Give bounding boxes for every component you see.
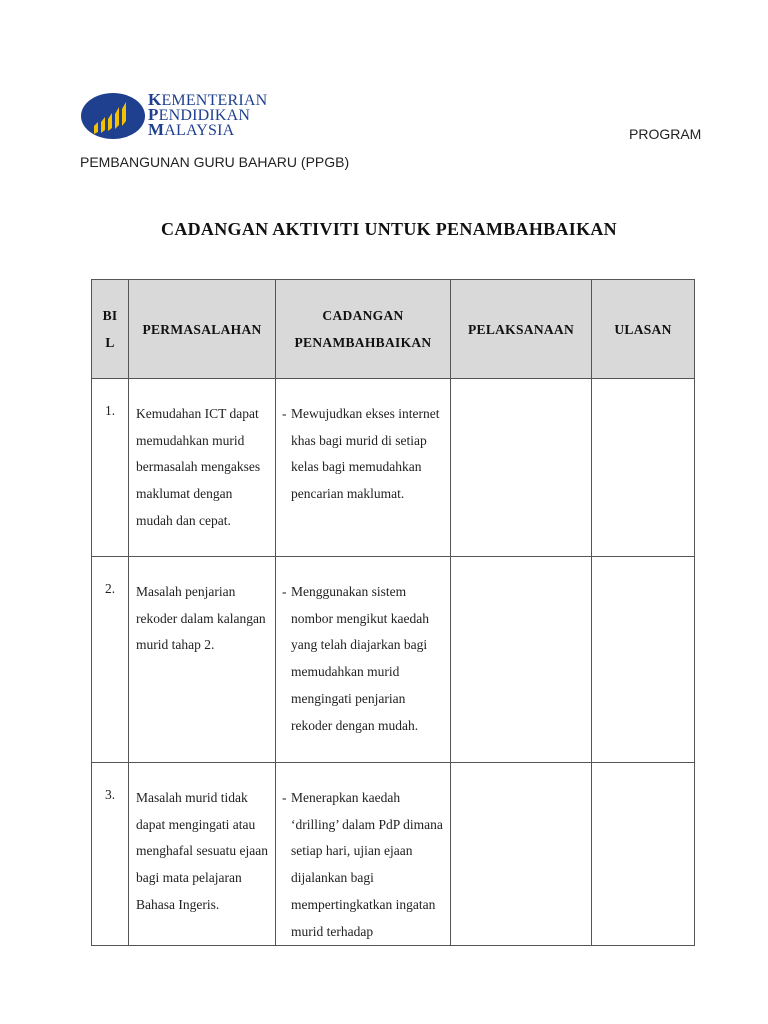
implementation-cell (451, 379, 592, 557)
suggestion-text: Menggunakan sistem nombor mengikut kaedah yang telah diajarkan bagi memudahkan murid mengingati penjarian rekoder dengan mudah. (291, 584, 429, 733)
document-title: CADANGAN AKTIVITI UNTUK PENAMBAHBAIKAN (161, 219, 617, 239)
implementation-cell (451, 763, 592, 946)
bullet-dash: - (282, 406, 287, 421)
row-number: 2. (92, 557, 129, 763)
implementation-cell (451, 557, 592, 763)
suggestion-cell (276, 379, 451, 557)
program-name: PEMBANGUNAN GURU BAHARU (PPGB) (80, 154, 350, 170)
table-row (92, 557, 695, 763)
problem-cell: Masalah penjarian rekoder dalam kalangan murid tahap 2. (129, 557, 276, 763)
row-number: 3. (92, 763, 129, 946)
suggestion-cell (276, 763, 451, 946)
problem-cell: Masalah murid tidak dapat mengingati atau menghafal sesuatu ejaan bagi mata pelajaran Bahasa Ingeris. (129, 763, 276, 946)
remarks-cell (592, 557, 695, 763)
header-pelaksanaan: PELAKSANAAN (451, 280, 592, 379)
remarks-cell (592, 763, 695, 946)
table-row (92, 379, 695, 557)
header-bil: BI L (92, 280, 129, 379)
remarks-cell (592, 379, 695, 557)
bullet-dash: - (282, 790, 287, 805)
table-row (92, 763, 695, 946)
header-permasalahan: PERMASALAHAN (129, 280, 276, 379)
suggestion-text: Menerapkan kaedah ‘drilling’ dalam PdP dimana setiap hari, ujian ejaan dijalankan bagi mempertingkatkan ingatan murid terhadap (291, 790, 443, 939)
activity-table (91, 279, 695, 946)
program-label: PROGRAM (629, 126, 702, 142)
row-number: 1. (92, 379, 129, 557)
suggestion-cell (276, 557, 451, 763)
ministry-name: KEMENTERIAN PENDIDIKAN MALAYSIA (148, 90, 268, 139)
ministry-emblem-icon (80, 92, 146, 140)
header-ulasan: ULASAN (592, 280, 695, 379)
table-header-row (92, 280, 695, 379)
bullet-dash: - (282, 584, 287, 599)
problem-cell: Kemudahan ICT dapat memudahkan murid bermasalah mengakses maklumat dengan mudah dan cepat. (129, 379, 276, 557)
suggestion-text: Mewujudkan ekses internet khas bagi murid di setiap kelas bagi memudahkan pencarian maklumat. (291, 406, 440, 502)
ministry-logo (80, 92, 290, 142)
header-cadangan: CADANGAN PENAMBAHBAIKAN (276, 280, 451, 379)
